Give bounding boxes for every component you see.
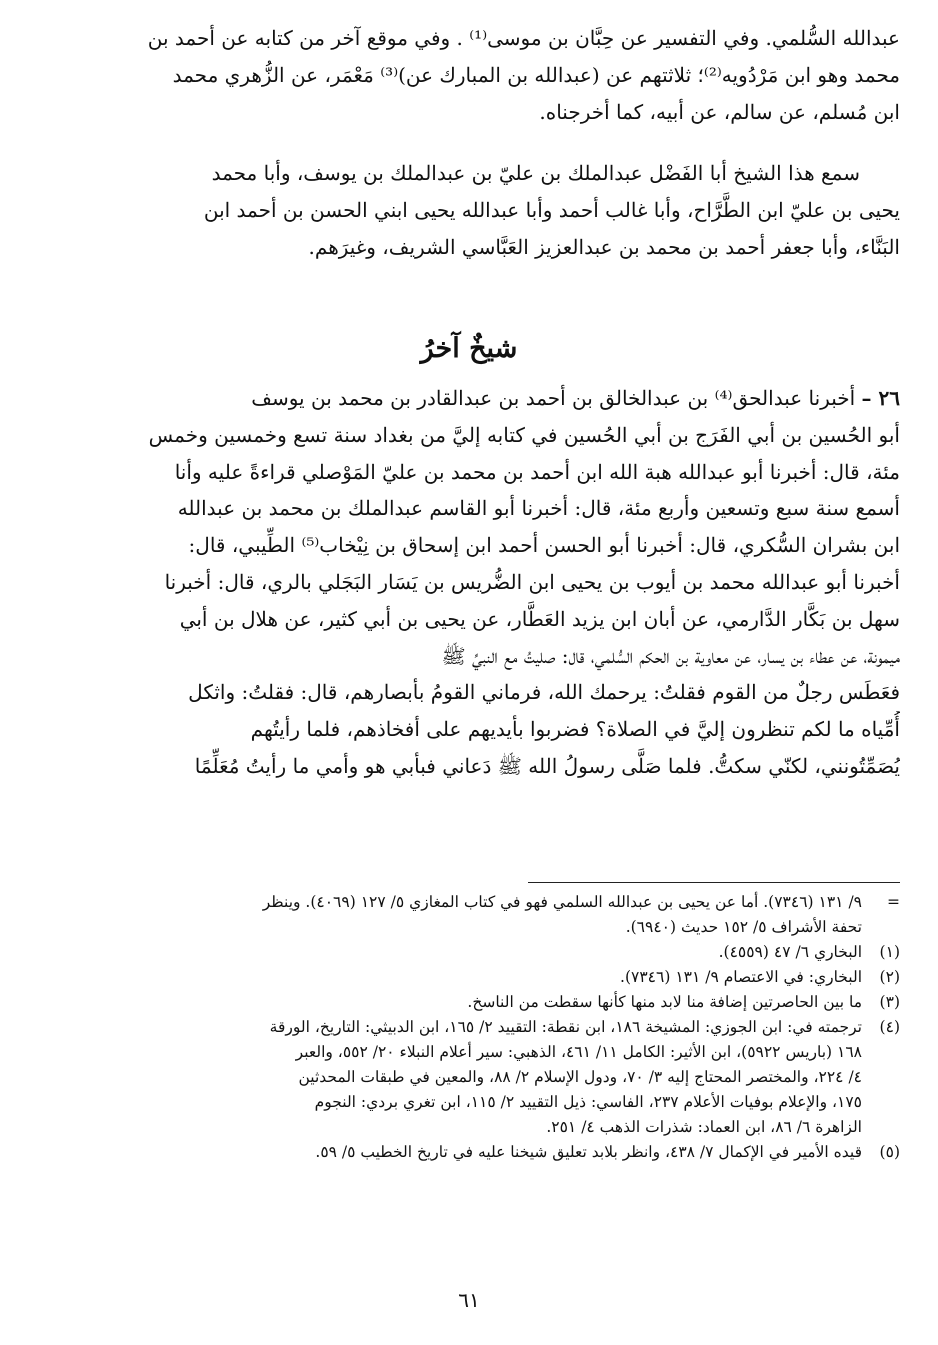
footnote-line: البخاري ٦/ ٤٧ (٤٥٥٩). [718,943,862,961]
paragraph-continuation [38,20,900,131]
footnote-divider [528,882,900,883]
footnote-marker: (٤) [879,1018,900,1036]
text-line: سمع هذا الشيخ أبا الفَضْل عبدالملك بن عليّ بن عبدالملك بن يوسف، وأبا محمد [211,161,860,185]
footnote-marker: (٢) [879,968,900,986]
text-line: ميمونة، عن عطاء بن يسار، عن معاوية بن الحكم السُّلمي، قال: صليتُ مع النبيِّ ﷺ [441,643,900,668]
hadith-number: ٢٦ – [861,386,900,410]
text-line: أسمع سنة سبع وتسعين وأربع مئة، قال: أخبرنا أبو القاسم عبدالملك بن محمد بن عبدالله [177,496,900,521]
text-line: ابن بشران السُّكري، قال: أخبرنا أبو الحسن أحمد ابن إسحاق بن نِيْخاب⁽⁵⁾ الطِّيبي، قال: [188,533,900,558]
text-line [38,380,900,417]
text-line: أبو الحُسين بن أبي الفَرَج بن أبي الحُسين في كتابه إليَّ من بغداد سنة تسع وخمسين وخمس [148,422,900,447]
text-line: عبدالله السُّلمي. وفي التفسير عن حِبَّان بن موسى⁽¹⁾ . وفي موقع آخر من كتابه عن أحمد بن [147,26,900,50]
footnotes [34,890,900,1165]
footnote [34,1140,900,1165]
footnote-line: قيده الأمير في الإكمال ٧/ ٤٣٨، وانظر بلابد تعليق شيخنا عليه في تاريخ الخطيب ٥/ ٥٩. [315,1143,862,1161]
text-line: سهل بن بَكَّار الدَّارمي، عن أبان ابن يزيد العَطَّار، عن يحيى بن أبي كثير، عن هلال بن أبي [179,606,900,631]
section-heading: شيخٌ آخرُ [420,333,518,364]
footnote-line: ترجمته في: ابن الجوزي: المشيخة ١٨٦، ابن نقطة: التقييد ٢/ ١٦٥، ابن الدبيثي: التاريخ، الورقة [269,1018,862,1036]
paragraph-shaykh-hearing [38,155,900,266]
footnote-marker: = [887,893,900,911]
footnote [34,890,900,940]
text-line: البَنَّاء، وأبا جعفر أحمد بن محمد بن عبدالعزيز العَبَّاسي الشريف، وغيرَهم. [308,235,900,259]
hadith-block [38,380,900,785]
text-line: يحيى بن عليّ ابن الطَّرَّاح، وأبا غالب أحمد وأبا عبدالله يحيى ابني الحسن بن أحمد ابن [203,198,900,222]
text-line: أُمِّياه ما لكم تنظرون إليَّ في الصلاة؟ فضربوا بأيديهم على أفخاذهم، فلما رأيتُهم [250,717,900,742]
footnote [34,940,900,965]
footnote-line: تحفة الأشراف ٥/ ١٥٢ حديث (٦٩٤٠). [625,918,862,936]
footnote [34,965,900,990]
footnote-line: الزاهرة ٦/ ٨٦، ابن العماد: شذرات الذهب ٤/ ٢٥١. [546,1118,862,1136]
page-number: ٦١ [458,1288,480,1312]
footnote-line: ما بين الحاصرتين إضافة منا لابد منها كأنها سقطت من الناسخ. [467,993,862,1011]
footnote-line: ١٧٥، والإعلام بوفيات الأعلام ٢٣٧، الفاسي: ذيل التقييد ٢/ ١١٥، ابن تغري بردي: النجوم [314,1093,862,1111]
text-line: مئة، قال: أخبرنا أبو عبدالله هبة الله ابن أحمد بن محمد بن عليّ المَوْصلي قراءةً عليه وأنا [174,459,900,484]
footnote-marker: (١) [879,943,900,961]
footnote-line: ٤/ ٢٢٤، والمختصر المحتاج إليه ٣/ ٧٠، ودول الإسلام ٢/ ٨٨، والمعين في طبقات المحدثين [298,1068,862,1086]
footnote-line: ٩/ ١٣١ (٧٣٤٦). أما عن يحيى بن عبدالله السلمي فهو في كتاب المغازي ٥/ ١٢٧ (٤٠٦٩). وينظر [262,893,862,911]
footnote [34,990,900,1015]
text-line: فعَطَس رجلٌ من القوم فقلتُ: يرحمك الله، فرماني القومُ بأبصارهم، قال: فقلتُ: واثكل [188,680,900,705]
footnote-marker: (٣) [879,993,900,1011]
text-line: ابن مُسلم، عن سالم، عن أبيه، كما أخرجناه. [539,100,900,124]
text-line: يُصَمِّتُونني، لكنّي سكتُّ. فلما صَلَّى رسولُ الله ﷺ دَعاني فبأبي هو وأمي ما رأيتُ مُعَلِّمًا [194,753,900,778]
footnote-line: البخاري: في الاعتصام ٩/ ١٣١ (٧٣٤٦). [620,968,862,986]
text-line: محمد وهو ابن مَرْدُويه⁽²⁾؛ ثلاثتهم عن (عبدالله بن المبارك عن)⁽³⁾ مَعْمَر، عن الزُّهري محمد [172,63,900,87]
text-line: أخبرنا أبو عبدالله محمد بن أيوب بن يحيى ابن الضُّريس بن يَسَار البَجَلي بالري، قال: أخبرنا [164,569,900,594]
footnote [34,1015,900,1140]
footnote-line: ١٦٨ (باريس ٥٩٢٢)، ابن الأثير: الكامل ١١/ ٤٦١، الذهبي: سير أعلام النبلاء ٢٠/ ٥٥٢، والعبر [295,1043,862,1061]
hadith-text: أخبرنا عبدالحق⁽⁴⁾ بن عبدالخالق بن أحمد بن عبدالقادر بن محمد بن يوسف [251,386,856,410]
footnote-marker: (٥) [879,1143,900,1161]
